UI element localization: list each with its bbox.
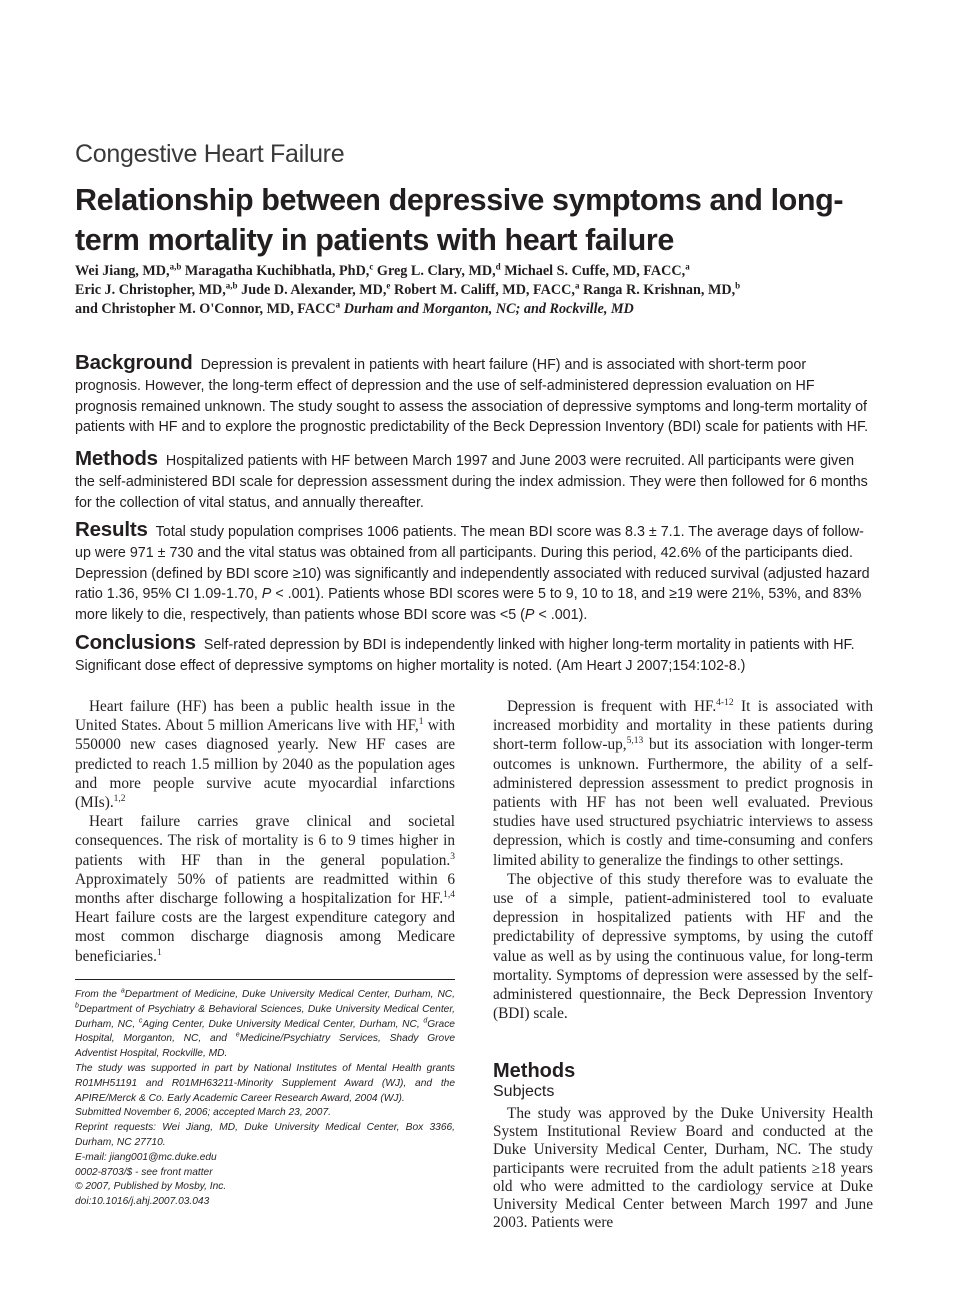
body-right-column	[493, 697, 873, 1023]
affiliation-marker: d	[495, 261, 501, 272]
abstract-methods-text: Hospitalized patients with HF between March 1997 and June 2003 were recruited. All participants were given the self-administered BDI scale for depression assessment during the index admission. They were then followed for 6 months for the collection of vital status, and annually thereafter.	[75, 453, 868, 511]
article-title: Relationship between depressive symptoms and long-term mortality in patients with heart failure	[75, 183, 844, 257]
abstract-results	[75, 520, 875, 626]
author: Greg L. Clary, MD,	[376, 263, 496, 279]
body-text: but its association with longer-term outcomes is unknown. Furthermore, the ability of a self-administered depression assessment to predict prognosis in patients with HF has not been well evaluated. Previous studies have used structured psychiatric interviews to assess depression, which is costly and time-consuming and confers limited ability to generalize the findings to other settings.	[493, 736, 873, 869]
author: Eric J. Christopher, MD,	[75, 282, 226, 298]
methods-subjects-text	[493, 1105, 873, 1232]
methods-heading: Methods	[493, 1060, 576, 1082]
author: Michael S. Cuffe, MD, FACC,	[504, 263, 686, 279]
abstract-methods	[75, 449, 875, 513]
author: Ranga R. Krishnan, MD,	[582, 282, 736, 298]
abstract-methods-heading: Methods	[75, 447, 158, 470]
submission-dates: Submitted November 6, 2006; accepted March 23, 2007.	[75, 1107, 331, 1119]
affiliation-marker: b	[75, 1002, 79, 1010]
body-text: Heart failure (HF) has been a public health issue in the United States. About 5 million Americans live with HF,	[75, 698, 455, 735]
footnote-text: Department of Psychiatry & Behavioral Sciences, Duke University Medical Center, Durham, NC,	[75, 1003, 455, 1030]
author: Robert M. Califf, MD, FACC,	[393, 282, 575, 298]
body-text: Heart failure costs are the largest expenditure category and most common discharge diagnosis among Medicare beneficiaries.	[75, 909, 455, 965]
subjects-subheading: Subjects	[493, 1083, 555, 1100]
affiliation-marker: a,b	[169, 261, 182, 272]
citation[interactable]: 3	[450, 851, 455, 862]
abstract-results-text: < .001).	[538, 607, 588, 624]
reprint-requests: Reprint requests: Wei Jiang, MD, Duke University Medical Center, Box 3366, Durham, NC 27710.	[75, 1122, 455, 1148]
body-paragraph: The objective of this study therefore was to evaluate the use of a simple, patient-administered tool to evaluate depression in hospitalized patients with HF and the predictability of depressive symptoms, by using the cutoff value as well as by using the continuous value, for long-term mortality. Symptoms of depression were assessed by the self-administered questionnaire, the Beck Depression Inventory (BDI) scale.	[493, 870, 873, 1023]
abstract-background-heading: Background	[75, 351, 193, 374]
body-paragraph: The study was approved by the Duke University Health System Institutional Review Board and conducted at the Duke University Medical Center, Durham, NC. The study participants were recruited from the adult patients ≥18 years old who were admitted to the cardiology service at Duke University Medical Center between March 1997 and June 2003. Patients were	[493, 1105, 873, 1232]
affiliation-marker: c	[138, 1017, 143, 1025]
body-text: Approximately 50% of patients are readmitted within 6 months after discharge following a hospitalization for HF.	[75, 870, 455, 908]
author-list	[75, 262, 905, 319]
footnote-text: Department of Medicine, Duke University Medical Center, Durham, NC,	[124, 989, 455, 1000]
affiliation-marker: a,b	[225, 280, 238, 291]
affiliation-marker: a	[120, 987, 125, 995]
body-text: Depression is frequent with HF.	[507, 698, 717, 715]
affiliation-marker: a	[574, 280, 580, 291]
funding-note: The study was supported in part by National Institutes of Mental Health grants R01MH51191 and R01MH63211-Minority Supplement Award (WJ), and the APIRE/Merck & Co. Early Academic Career Research Award, 2004 (WJ).	[75, 1062, 455, 1104]
abstract-results-text: < .001). Patients whose BDI scores were 5 to 9, 10 to 18, and ≥19 were 21%, 53%, and 83% more likely to die, respectively, than patients whose BDI score was <5 (	[75, 586, 862, 624]
author: Jude D. Alexander, MD,	[241, 282, 387, 298]
affiliation-marker: b	[735, 280, 741, 291]
body-text: It is associated with increased morbidity and mortality in these patients during short-term follow-up,	[493, 698, 873, 754]
p-value-symbol: P	[261, 586, 272, 603]
abstract-background	[75, 353, 875, 438]
body-paragraph	[493, 697, 873, 870]
footnotes	[75, 988, 455, 1210]
affiliation-marker: a	[335, 299, 341, 310]
author: Maragatha Kuchibhatla, PhD,	[184, 263, 370, 279]
email-link[interactable]: E-mail: jiang001@mc.duke.edu	[75, 1151, 217, 1163]
citation[interactable]: 1	[156, 947, 162, 958]
citation[interactable]: 1,2	[113, 793, 126, 804]
body-text: Heart failure carries grave clinical and societal consequences. The risk of mortality is 6 to 9 times higher in patients with HF than in the general population.	[75, 813, 455, 869]
affiliation-marker: e	[235, 1032, 240, 1039]
affiliations-note	[75, 988, 455, 1062]
doi-link[interactable]: doi:10.1016/j.ahj.2007.03.043	[75, 1196, 210, 1208]
abstract-conclusions-heading: Conclusions	[75, 631, 196, 654]
body-left-column	[75, 697, 455, 966]
author-location: Durham and Morganton, NC; and Rockville, MD	[343, 301, 634, 317]
section-tag: Congestive Heart Failure	[75, 140, 345, 168]
author: Wei Jiang, MD,	[75, 263, 170, 279]
body-text: with 550000 new cases diagnosed yearly. New HF cases are predicted to reach 1.5 million by 2040 as the population ages and more people survive acute myocardial infarctions (MIs).	[75, 717, 455, 812]
body-paragraph	[75, 812, 455, 966]
p-value-symbol: P	[524, 607, 535, 624]
affiliation-marker: d	[423, 1017, 428, 1025]
footnote-text: From the	[75, 989, 117, 1000]
copyright: © 2007, Published by Mosby, Inc.	[75, 1181, 227, 1193]
footnote-text: Grace Hospital, Morganton, NC, and	[75, 1018, 455, 1045]
issn: 0002-8703/$ - see front matter	[75, 1166, 213, 1178]
body-paragraph	[75, 697, 455, 812]
footnote-divider	[75, 979, 455, 980]
affiliation-marker: c	[369, 261, 374, 272]
affiliation-marker: e	[386, 280, 391, 291]
citation[interactable]: 1	[418, 717, 424, 728]
abstract-results-text: Total study population comprises 1006 patients. The mean BDI score was 8.3 ± 7.1. The average days of follow-up were 971 ± 730 and the vital status was obtained from all participants. During this period, 42.6% of the participants died. Depression (defined by BDI score ≥10) was significantly and independently associated with reduced survival (adjusted hazard ratio 1.36, 95% CI 1.09-1.70,	[75, 524, 870, 603]
abstract-background-text: Depression is prevalent in patients with heart failure (HF) and is associated with short-term poor prognosis. However, the long-term effect of depression and the use of self-administered depression evaluation on HF prognosis remained unknown. The study sought to assess the association of depressive symptoms and long-term mortality of patients with HF and to explore the prognostic predictability of the Beck Depression Inventory (BDI) scale for patients with HF.	[75, 357, 869, 436]
affiliation-marker: a	[685, 261, 690, 272]
abstract-results-heading: Results	[75, 518, 148, 541]
citation[interactable]: 4-12	[716, 697, 734, 708]
footnote-text: Aging Center, Duke University Medical Center, Durham, NC,	[142, 1018, 420, 1030]
abstract-conclusions	[75, 633, 875, 677]
citation[interactable]: 5,13	[626, 736, 644, 747]
author: and Christopher M. O'Connor, MD, FACC	[75, 301, 336, 317]
footnote-text: Medicine/Psychiatry Services, Shady Grove Adventist Hospital, Rockville, MD.	[75, 1033, 455, 1060]
abstract-conclusions-text: Self-rated depression by BDI is independently linked with higher long-term mortality in patients with HF. Significant dose effect of depressive symptoms on higher mortality is noted. (Am Heart J 2007;154:102-8.)	[75, 637, 855, 674]
citation[interactable]: 1,4	[443, 889, 455, 900]
